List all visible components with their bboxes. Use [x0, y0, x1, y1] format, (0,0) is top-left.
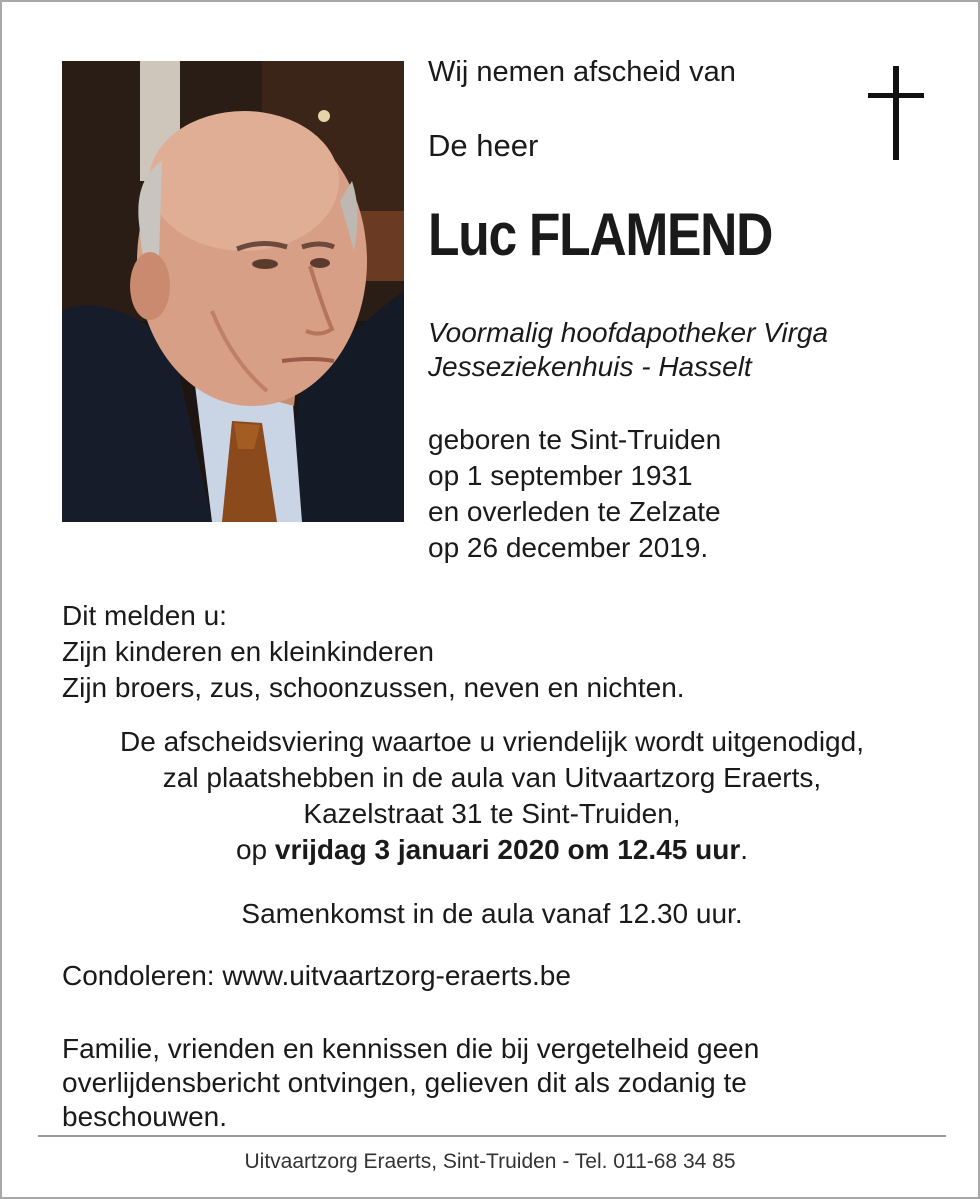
notice-line: beschouwen.: [62, 1101, 228, 1132]
ceremony-line: Kazelstraat 31 te Sint-Truiden,: [303, 798, 681, 829]
condolence-link: Condoleren: www.uitvaartzorg-eraerts.be: [62, 960, 571, 991]
notice-line: Familie, vrienden en kennissen die bij vergetelheid geen: [62, 1033, 760, 1064]
death-date: op 26 december 2019.: [428, 532, 709, 563]
deceased-name: Luc FLAMEND: [428, 201, 773, 268]
honorific: De heer: [428, 128, 539, 163]
announce-line: Zijn broers, zus, schoonzussen, neven en nichten.: [62, 672, 685, 703]
life-dates: [428, 422, 721, 566]
ceremony-date: [42, 832, 942, 868]
ceremony-line: De afscheidsviering waartoe u vriendelijk wordt uitgenodigd,: [120, 726, 864, 757]
cross-icon: [868, 66, 924, 160]
death-place: en overleden te Zelzate: [428, 496, 721, 527]
ceremony-details: [42, 724, 942, 868]
ceremony-date-suffix: .: [740, 834, 749, 865]
footer-contact: Uitvaartzorg Eraerts, Sint-Truiden - Tel. 011-68 34 85: [244, 1150, 736, 1173]
birth-date: op 1 september 1931: [428, 460, 693, 491]
former-role: [428, 316, 828, 384]
announce-line: Dit melden u:: [62, 600, 227, 631]
ceremony-line: zal plaatshebben in de aula van Uitvaartzorg Eraerts,: [162, 762, 822, 793]
birth-place: geboren te Sint-Truiden: [428, 424, 722, 455]
role-line: Voormalig hoofdapotheker Virga: [428, 317, 829, 348]
intro-text: Wij nemen afscheid van: [428, 56, 736, 88]
gathering-time: Samenkomst in de aula vanaf 12.30 uur.: [241, 898, 743, 929]
portrait-photo: [62, 61, 404, 522]
notice-line: overlijdensbericht ontvingen, gelieven dit als zodanig te: [62, 1067, 747, 1098]
announcement: [62, 598, 685, 706]
role-line: Jesseziekenhuis - Hasselt: [428, 351, 752, 382]
ceremony-date-prefix: op: [235, 834, 275, 865]
ceremony-date-bold: vrijdag 3 januari 2020 om 12.45 uur: [274, 834, 741, 865]
notice-text: [62, 1032, 922, 1134]
announce-line: Zijn kinderen en kleinkinderen: [62, 636, 434, 667]
footer-divider: [38, 1135, 946, 1137]
